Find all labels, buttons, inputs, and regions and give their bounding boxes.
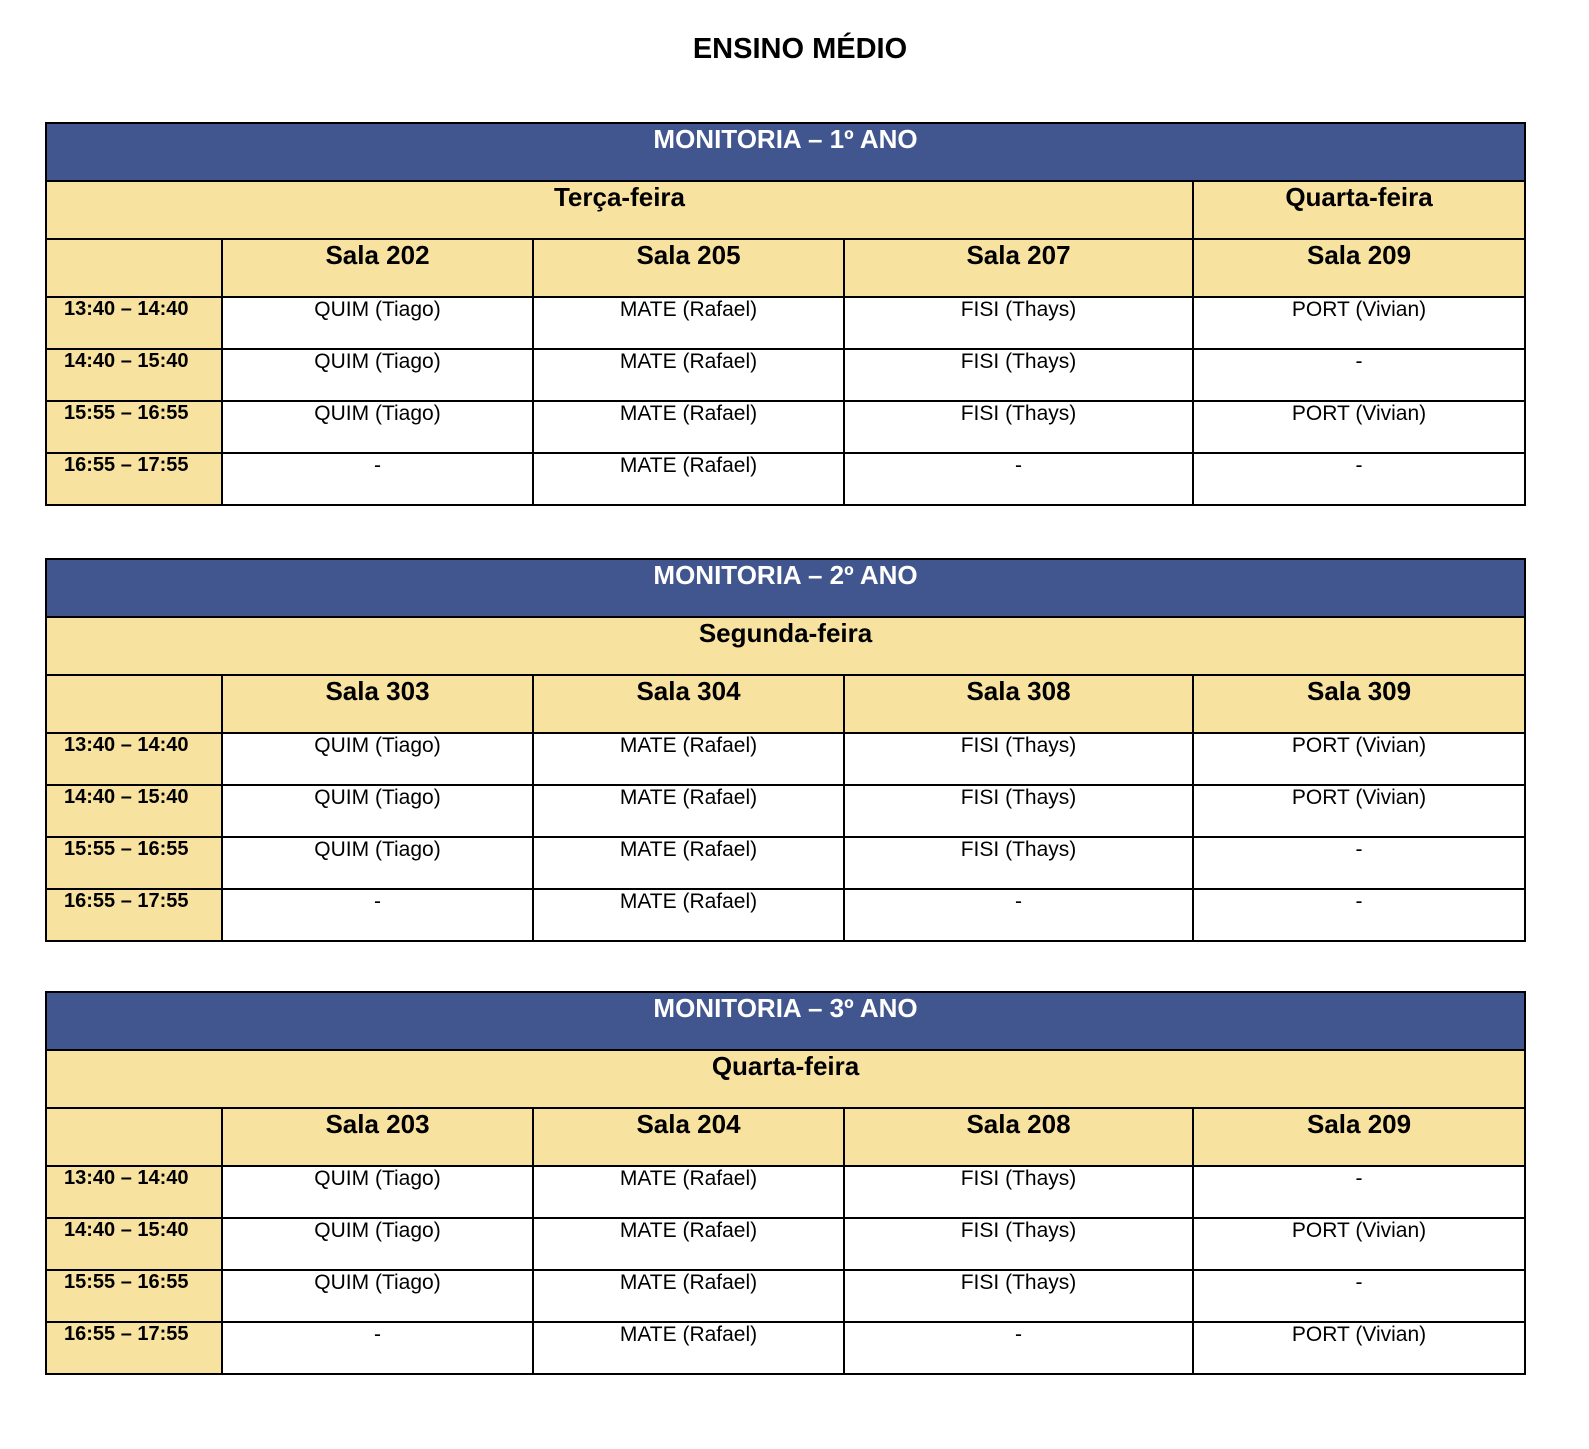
room-header: Sala 308: [844, 675, 1193, 733]
time-slot: 15:55 – 16:55: [46, 1270, 222, 1322]
schedule-cell: QUIM (Tiago): [222, 1218, 533, 1270]
schedule-cell: MATE (Rafael): [533, 453, 844, 505]
room-header: Sala 209: [1193, 1108, 1525, 1166]
schedule-cell: PORT (Vivian): [1193, 1218, 1525, 1270]
schedule-cell: FISI (Thays): [844, 837, 1193, 889]
table-row: [46, 889, 1525, 941]
schedule-cell: FISI (Thays): [844, 785, 1193, 837]
table-row: [46, 401, 1525, 453]
schedule-cell: -: [222, 889, 533, 941]
table-row: [46, 1218, 1525, 1270]
schedule-table-2nd-year: [45, 558, 1526, 942]
schedule-cell: FISI (Thays): [844, 1166, 1193, 1218]
schedule-cell: FISI (Thays): [844, 1270, 1193, 1322]
room-header: Sala 204: [533, 1108, 844, 1166]
schedule-cell: MATE (Rafael): [533, 349, 844, 401]
table-heading: MONITORIA – 2º ANO: [46, 559, 1525, 617]
room-header: Sala 304: [533, 675, 844, 733]
schedule-cell: MATE (Rafael): [533, 401, 844, 453]
schedule-table-1st-year: [45, 122, 1526, 506]
schedule-cell: -: [1193, 889, 1525, 941]
schedule-cell: QUIM (Tiago): [222, 297, 533, 349]
room-header: Sala 207: [844, 239, 1193, 297]
schedule-cell: MATE (Rafael): [533, 1270, 844, 1322]
schedule-cell: QUIM (Tiago): [222, 1166, 533, 1218]
schedule-cell: PORT (Vivian): [1193, 297, 1525, 349]
schedule-cell: FISI (Thays): [844, 401, 1193, 453]
schedule-cell: -: [1193, 1270, 1525, 1322]
schedule-cell: MATE (Rafael): [533, 733, 844, 785]
time-slot: 14:40 – 15:40: [46, 785, 222, 837]
page-title: ENSINO MÉDIO: [692, 33, 908, 65]
schedule-cell: PORT (Vivian): [1193, 401, 1525, 453]
time-slot: 13:40 – 14:40: [46, 297, 222, 349]
time-slot: 16:55 – 17:55: [46, 1322, 222, 1374]
schedule-cell: QUIM (Tiago): [222, 1270, 533, 1322]
room-header: Sala 202: [222, 239, 533, 297]
time-slot: 14:40 – 15:40: [46, 1218, 222, 1270]
schedule-cell: FISI (Thays): [844, 733, 1193, 785]
schedule-cell: QUIM (Tiago): [222, 837, 533, 889]
day-header: Segunda-feira: [46, 617, 1525, 675]
schedule-cell: MATE (Rafael): [533, 837, 844, 889]
schedule-cell: QUIM (Tiago): [222, 785, 533, 837]
time-slot: 16:55 – 17:55: [46, 453, 222, 505]
schedule-cell: FISI (Thays): [844, 1218, 1193, 1270]
schedule-cell: MATE (Rafael): [533, 1218, 844, 1270]
room-header: Sala 309: [1193, 675, 1525, 733]
room-header-blank: [46, 675, 222, 733]
schedule-cell: -: [1193, 349, 1525, 401]
schedule-cell: PORT (Vivian): [1193, 1322, 1525, 1374]
schedule-cell: -: [1193, 453, 1525, 505]
table-row: [46, 1322, 1525, 1374]
schedule-cell: QUIM (Tiago): [222, 733, 533, 785]
schedule-cell: -: [222, 453, 533, 505]
schedule-cell: MATE (Rafael): [533, 1322, 844, 1374]
room-header: Sala 205: [533, 239, 844, 297]
schedule-cell: PORT (Vivian): [1193, 733, 1525, 785]
schedule-cell: FISI (Thays): [844, 349, 1193, 401]
time-slot: 16:55 – 17:55: [46, 889, 222, 941]
room-header: Sala 303: [222, 675, 533, 733]
time-slot: 15:55 – 16:55: [46, 837, 222, 889]
room-header: Sala 203: [222, 1108, 533, 1166]
day-header: Quarta-feira: [46, 1050, 1525, 1108]
schedule-cell: -: [1193, 1166, 1525, 1218]
schedule-cell: MATE (Rafael): [533, 297, 844, 349]
schedule-cell: MATE (Rafael): [533, 785, 844, 837]
schedule-cell: -: [222, 1322, 533, 1374]
schedule-cell: -: [844, 889, 1193, 941]
table-row: [46, 733, 1525, 785]
time-slot: 13:40 – 14:40: [46, 733, 222, 785]
schedule-cell: MATE (Rafael): [533, 889, 844, 941]
schedule-cell: -: [1193, 837, 1525, 889]
table-row: [46, 453, 1525, 505]
schedule-cell: PORT (Vivian): [1193, 785, 1525, 837]
schedule-cell: QUIM (Tiago): [222, 401, 533, 453]
table-row: [46, 1270, 1525, 1322]
time-slot: 13:40 – 14:40: [46, 1166, 222, 1218]
schedule-cell: QUIM (Tiago): [222, 349, 533, 401]
room-header: Sala 209: [1193, 239, 1525, 297]
schedule-cell: FISI (Thays): [844, 297, 1193, 349]
table-row: [46, 297, 1525, 349]
table-row: [46, 837, 1525, 889]
table-row: [46, 349, 1525, 401]
table-row: [46, 1166, 1525, 1218]
room-header: Sala 208: [844, 1108, 1193, 1166]
room-header-blank: [46, 1108, 222, 1166]
day-header: Quarta-feira: [1193, 181, 1525, 239]
table-heading: MONITORIA – 1º ANO: [46, 123, 1525, 181]
time-slot: 15:55 – 16:55: [46, 401, 222, 453]
day-header: Terça-feira: [46, 181, 1193, 239]
schedule-table-3rd-year: [45, 991, 1526, 1375]
schedule-cell: -: [844, 453, 1193, 505]
schedule-cell: -: [844, 1322, 1193, 1374]
table-heading: MONITORIA – 3º ANO: [46, 992, 1525, 1050]
schedule-cell: MATE (Rafael): [533, 1166, 844, 1218]
table-row: [46, 785, 1525, 837]
time-slot: 14:40 – 15:40: [46, 349, 222, 401]
room-header-blank: [46, 239, 222, 297]
